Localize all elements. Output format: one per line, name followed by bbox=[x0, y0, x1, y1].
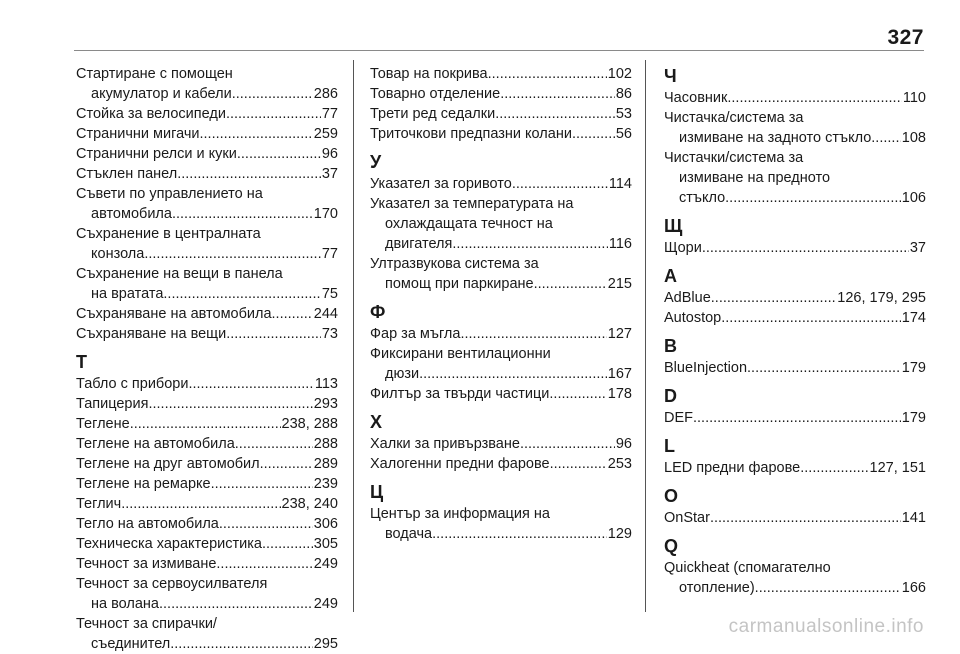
index-entry bbox=[76, 534, 338, 554]
entry-text: Стойка за велосипеди bbox=[76, 106, 226, 122]
dot-leader bbox=[219, 514, 313, 534]
dot-leader bbox=[512, 174, 608, 194]
page-reference: 113 bbox=[314, 376, 338, 392]
page-reference: 127, 151 bbox=[869, 460, 926, 476]
entry-leader-line bbox=[76, 494, 338, 514]
entry-leader-line bbox=[370, 274, 632, 294]
page-reference: 249 bbox=[313, 556, 338, 572]
index-section bbox=[370, 150, 632, 294]
entry-leader-line bbox=[76, 454, 338, 474]
entry-text: конзола bbox=[91, 246, 145, 262]
entry-text: Триточкови предпазни колани bbox=[370, 126, 572, 142]
entry-leader-line bbox=[370, 384, 632, 404]
dot-leader bbox=[488, 64, 607, 84]
index-entry bbox=[664, 108, 926, 148]
entry-text: Табло с прибори bbox=[76, 376, 189, 392]
dot-leader bbox=[721, 308, 901, 328]
dot-leader bbox=[159, 594, 313, 614]
index-entry bbox=[370, 344, 632, 384]
page-reference: 286 bbox=[313, 86, 338, 102]
index-column-3 bbox=[664, 64, 926, 598]
index-entry bbox=[76, 434, 338, 454]
entry-leader-line bbox=[370, 174, 632, 194]
section-letter: B bbox=[664, 336, 677, 356]
index-entry bbox=[664, 148, 926, 208]
index-section bbox=[370, 300, 632, 404]
entry-leader-line bbox=[664, 288, 926, 308]
entry-leader-line bbox=[664, 408, 926, 428]
entry-text: Център за информация на bbox=[370, 506, 550, 522]
entry-leader-line bbox=[76, 284, 338, 304]
page-reference: 289 bbox=[313, 456, 338, 472]
index-entry bbox=[76, 304, 338, 324]
dot-leader bbox=[172, 204, 313, 224]
dot-leader bbox=[199, 124, 312, 144]
page-reference: 96 bbox=[321, 146, 338, 162]
entry-text: водача bbox=[385, 526, 433, 542]
dot-leader bbox=[188, 374, 313, 394]
entry-text: Халогенни предни фарове bbox=[370, 456, 550, 472]
page-reference: 238, 288 bbox=[281, 416, 338, 432]
dot-leader bbox=[419, 364, 607, 384]
entry-leader-line bbox=[76, 164, 338, 184]
entry-text: Теглене bbox=[76, 416, 130, 432]
page-reference: 166 bbox=[901, 580, 926, 596]
page-reference: 170 bbox=[313, 206, 338, 222]
index-section bbox=[664, 534, 926, 598]
entry-text: Autostop bbox=[664, 310, 722, 326]
entry-leader-line bbox=[76, 634, 338, 654]
index-entry bbox=[76, 554, 338, 574]
entry-leader-line bbox=[370, 64, 632, 84]
entry-text: Теглене на друг автомобил bbox=[76, 456, 260, 472]
page-reference: 244 bbox=[313, 306, 338, 322]
entry-leader-line bbox=[76, 414, 338, 434]
section-letter: Х bbox=[370, 412, 383, 432]
dot-leader bbox=[148, 394, 312, 414]
dot-leader bbox=[710, 508, 901, 528]
entry-text: Теглич bbox=[76, 496, 122, 512]
index-entry bbox=[370, 384, 632, 404]
index-section bbox=[76, 350, 338, 654]
entry-text: Течност за сервоусилвателя bbox=[76, 576, 268, 592]
page-reference: 179 bbox=[901, 360, 926, 376]
index-section bbox=[664, 484, 926, 528]
index-entry bbox=[76, 144, 338, 164]
dot-leader bbox=[755, 578, 901, 598]
entry-text: Съхранение на вещи в панела bbox=[76, 266, 283, 282]
entry-text: DEF bbox=[664, 410, 693, 426]
index-entry bbox=[76, 614, 338, 654]
entry-text: измиване на предното bbox=[679, 170, 831, 186]
entry-text: Трети ред седалки bbox=[370, 106, 496, 122]
entry-leader-line bbox=[664, 88, 926, 108]
dot-leader bbox=[226, 104, 321, 124]
page-number: 327 bbox=[887, 26, 924, 49]
entry-leader-line bbox=[370, 364, 632, 384]
dot-leader bbox=[235, 434, 313, 454]
page-reference: 215 bbox=[607, 276, 632, 292]
index-section bbox=[370, 410, 632, 474]
entry-text: BlueInjection bbox=[664, 360, 748, 376]
index-entry bbox=[76, 494, 338, 514]
entry-text: Чистачки/система за bbox=[664, 150, 804, 166]
index-entry bbox=[76, 514, 338, 534]
index-entry bbox=[76, 124, 338, 144]
entry-text: стъкло bbox=[679, 190, 726, 206]
index-entry bbox=[76, 64, 338, 104]
page-reference: 56 bbox=[615, 126, 632, 142]
section-letter: D bbox=[664, 386, 677, 406]
dot-leader bbox=[170, 634, 313, 654]
index-entry bbox=[76, 104, 338, 124]
page-reference: 127 bbox=[607, 326, 632, 342]
page-reference: 249 bbox=[313, 596, 338, 612]
entry-text: Техническа характеристика bbox=[76, 536, 262, 552]
entry-leader-line bbox=[76, 594, 338, 614]
entry-leader-line bbox=[76, 244, 338, 264]
entry-text: Quickheat (спомагателно bbox=[664, 560, 831, 576]
page-reference: 295 bbox=[313, 636, 338, 652]
entry-leader-line bbox=[370, 454, 632, 474]
entry-text: Чистачка/система за bbox=[664, 110, 804, 126]
page-reference: 37 bbox=[909, 240, 926, 256]
page-reference: 73 bbox=[321, 326, 338, 342]
entry-leader-line bbox=[76, 394, 338, 414]
dot-leader bbox=[432, 524, 607, 544]
entry-text: Теглене на автомобила bbox=[76, 436, 235, 452]
dot-leader bbox=[144, 244, 321, 264]
dot-leader bbox=[237, 144, 321, 164]
section-letter: Т bbox=[76, 352, 87, 372]
entry-leader-line bbox=[76, 554, 338, 574]
entry-leader-line bbox=[76, 324, 338, 344]
index-entry bbox=[664, 238, 926, 258]
section-letter: L bbox=[664, 436, 675, 456]
entry-text: Съвети по управлението на bbox=[76, 186, 263, 202]
index-entry bbox=[370, 104, 632, 124]
entry-text: помощ при паркиране bbox=[385, 276, 534, 292]
entry-leader-line bbox=[664, 308, 926, 328]
entry-text: Странични мигачи bbox=[76, 126, 200, 142]
entry-text: Фар за мъгла bbox=[370, 326, 461, 342]
index-section bbox=[664, 334, 926, 378]
column-divider bbox=[353, 60, 354, 612]
index-section bbox=[664, 64, 926, 208]
dot-leader bbox=[130, 414, 281, 434]
page-reference: 178 bbox=[607, 386, 632, 402]
page-reference: 77 bbox=[321, 246, 338, 262]
dot-leader bbox=[262, 534, 313, 554]
index-section bbox=[370, 480, 632, 544]
entry-text: Указател за горивото bbox=[370, 176, 512, 192]
dot-leader bbox=[747, 358, 901, 378]
entry-text: автомобила bbox=[91, 206, 172, 222]
dot-leader bbox=[272, 304, 313, 324]
entry-text: отопление) bbox=[679, 580, 755, 596]
page-reference: 110 bbox=[902, 90, 926, 106]
entry-text: Филтър за твърди частици bbox=[370, 386, 550, 402]
index-entry bbox=[664, 288, 926, 308]
entry-leader-line bbox=[76, 84, 338, 104]
page-reference: 129 bbox=[607, 526, 632, 542]
entry-leader-line bbox=[76, 124, 338, 144]
entry-leader-line bbox=[664, 238, 926, 258]
column-divider bbox=[645, 60, 646, 612]
entry-leader-line bbox=[664, 188, 926, 208]
entry-text: Щори bbox=[664, 240, 702, 256]
entry-leader-line bbox=[664, 508, 926, 528]
section-letter: Q bbox=[664, 536, 679, 556]
entry-text: Странични релси и куки bbox=[76, 146, 237, 162]
entry-leader-line bbox=[76, 304, 338, 324]
dot-leader bbox=[871, 128, 901, 148]
entry-leader-line bbox=[370, 104, 632, 124]
page-reference: 239 bbox=[313, 476, 338, 492]
index-entry bbox=[370, 124, 632, 144]
section-letter: Ч bbox=[664, 66, 677, 86]
entry-text: двигателя bbox=[385, 236, 453, 252]
index-section bbox=[664, 214, 926, 258]
index-column-2 bbox=[370, 64, 632, 544]
dot-leader bbox=[534, 274, 607, 294]
page-reference: 174 bbox=[901, 310, 926, 326]
section-letter: O bbox=[664, 486, 679, 506]
page-reference: 77 bbox=[321, 106, 338, 122]
entry-text: Ултразвукова система за bbox=[370, 256, 539, 272]
watermark: carmanualsonline.info bbox=[728, 616, 924, 637]
page-reference: 141 bbox=[901, 510, 926, 526]
index-entry bbox=[664, 458, 926, 478]
entry-leader-line bbox=[370, 234, 632, 254]
dot-leader bbox=[572, 124, 615, 144]
section-letter: A bbox=[664, 266, 677, 286]
entry-leader-line bbox=[370, 84, 632, 104]
section-letter: Ц bbox=[370, 482, 384, 502]
page-reference: 179 bbox=[901, 410, 926, 426]
page-reference: 253 bbox=[607, 456, 632, 472]
page-reference: 106 bbox=[901, 190, 926, 206]
entry-text: на вратата bbox=[91, 286, 164, 302]
page-reference: 238, 240 bbox=[281, 496, 338, 512]
index-entry bbox=[370, 324, 632, 344]
dot-leader bbox=[800, 458, 868, 478]
dot-leader bbox=[702, 238, 909, 258]
page-reference: 102 bbox=[607, 66, 632, 82]
page-reference: 126, 179, 295 bbox=[837, 290, 926, 306]
entry-leader-line bbox=[76, 474, 338, 494]
index-section bbox=[664, 264, 926, 328]
dot-leader bbox=[121, 494, 280, 514]
entry-text: на волана bbox=[91, 596, 159, 612]
page-reference: 37 bbox=[321, 166, 338, 182]
page-reference: 167 bbox=[607, 366, 632, 382]
entry-text: Товар на покрива bbox=[370, 66, 488, 82]
index-entry bbox=[76, 164, 338, 184]
entry-text: съединител bbox=[91, 636, 171, 652]
entry-text: Халки за привързване bbox=[370, 436, 520, 452]
dot-leader bbox=[693, 408, 901, 428]
index-entry bbox=[76, 474, 338, 494]
page-reference: 96 bbox=[615, 436, 632, 452]
entry-text: LED предни фарове bbox=[664, 460, 801, 476]
dot-leader bbox=[216, 554, 312, 574]
dot-leader bbox=[520, 434, 615, 454]
index-entry bbox=[370, 64, 632, 84]
entry-leader-line bbox=[370, 324, 632, 344]
entry-leader-line bbox=[664, 128, 926, 148]
page-reference: 86 bbox=[615, 86, 632, 102]
entry-text: Течност за измиване bbox=[76, 556, 217, 572]
dot-leader bbox=[163, 284, 320, 304]
index-entry bbox=[370, 504, 632, 544]
section-letter: Щ bbox=[664, 216, 683, 236]
index-entry bbox=[664, 358, 926, 378]
entry-text: Съхраняване на вещи bbox=[76, 326, 227, 342]
index-entry bbox=[370, 434, 632, 454]
index-column-1 bbox=[76, 64, 338, 654]
index-entry bbox=[76, 374, 338, 394]
entry-leader-line bbox=[76, 434, 338, 454]
index-entry bbox=[76, 264, 338, 304]
index-entry bbox=[370, 194, 632, 254]
index-entry bbox=[76, 394, 338, 414]
entry-leader-line bbox=[76, 534, 338, 554]
entry-leader-line bbox=[664, 578, 926, 598]
entry-text: Течност за спирачки/ bbox=[76, 616, 217, 632]
index-entry bbox=[76, 574, 338, 614]
entry-leader-line bbox=[76, 514, 338, 534]
entry-leader-line bbox=[76, 104, 338, 124]
index-entry bbox=[370, 174, 632, 194]
index-entry bbox=[664, 508, 926, 528]
entry-text: Стартиране с помощен bbox=[76, 66, 233, 82]
entry-leader-line bbox=[370, 124, 632, 144]
page-reference: 293 bbox=[313, 396, 338, 412]
index-entry bbox=[76, 414, 338, 434]
index-entry bbox=[370, 454, 632, 474]
page-reference: 288 bbox=[313, 436, 338, 452]
index-entry bbox=[76, 324, 338, 344]
index-entry bbox=[664, 308, 926, 328]
dot-leader bbox=[211, 474, 313, 494]
entry-text: охлаждащата течност на bbox=[385, 216, 553, 232]
entry-leader-line bbox=[76, 204, 338, 224]
entry-text: Тапицерия bbox=[76, 396, 149, 412]
entry-text: Фиксирани вентилационни bbox=[370, 346, 551, 362]
entry-leader-line bbox=[370, 524, 632, 544]
index-entry bbox=[76, 224, 338, 264]
dot-leader bbox=[177, 164, 321, 184]
dot-leader bbox=[452, 234, 608, 254]
dot-leader bbox=[549, 384, 606, 404]
entry-text: Товарно отделение bbox=[370, 86, 501, 102]
entry-text: Тегло на автомобила bbox=[76, 516, 219, 532]
dot-leader bbox=[460, 324, 606, 344]
entry-text: OnStar bbox=[664, 510, 710, 526]
entry-text: Часовник bbox=[664, 90, 728, 106]
index-entry bbox=[664, 408, 926, 428]
index-section bbox=[664, 384, 926, 428]
dot-leader bbox=[495, 104, 615, 124]
index-entry bbox=[664, 558, 926, 598]
index-entry bbox=[76, 184, 338, 224]
entry-text: Теглене на ремарке bbox=[76, 476, 211, 492]
entry-leader-line bbox=[76, 374, 338, 394]
section-letter: Ф bbox=[370, 302, 386, 322]
entry-text: измиване на задното стъкло bbox=[679, 130, 872, 146]
index-section bbox=[76, 64, 338, 344]
dot-leader bbox=[500, 84, 615, 104]
index-section bbox=[370, 64, 632, 144]
entry-leader-line bbox=[664, 358, 926, 378]
dot-leader bbox=[226, 324, 321, 344]
page-reference: 75 bbox=[321, 286, 338, 302]
dot-leader bbox=[550, 454, 607, 474]
page-reference: 116 bbox=[608, 236, 632, 252]
dot-leader bbox=[725, 188, 901, 208]
page-reference: 306 bbox=[313, 516, 338, 532]
page-reference: 53 bbox=[615, 106, 632, 122]
entry-leader-line bbox=[370, 434, 632, 454]
page-reference: 305 bbox=[313, 536, 338, 552]
header-rule bbox=[74, 50, 924, 51]
index-section bbox=[664, 434, 926, 478]
entry-text: Съхраняване на автомобила bbox=[76, 306, 272, 322]
entry-text: дюзи bbox=[385, 366, 420, 382]
dot-leader bbox=[232, 84, 313, 104]
page-reference: 259 bbox=[313, 126, 338, 142]
page-reference: 114 bbox=[608, 176, 632, 192]
dot-leader bbox=[727, 88, 902, 108]
entry-leader-line bbox=[664, 458, 926, 478]
entry-leader-line bbox=[76, 144, 338, 164]
entry-text: Съхранение в централната bbox=[76, 226, 261, 242]
index-entry bbox=[370, 84, 632, 104]
entry-text: AdBlue bbox=[664, 290, 711, 306]
index-entry bbox=[664, 88, 926, 108]
dot-leader bbox=[260, 454, 313, 474]
entry-text: Указател за температурата на bbox=[370, 196, 574, 212]
page-reference: 108 bbox=[901, 130, 926, 146]
dot-leader bbox=[711, 288, 837, 308]
index-entry bbox=[76, 454, 338, 474]
section-letter: У bbox=[370, 152, 382, 172]
entry-text: Стъклен панел bbox=[76, 166, 178, 182]
entry-text: акумулатор и кабели bbox=[91, 86, 232, 102]
index-entry bbox=[370, 254, 632, 294]
